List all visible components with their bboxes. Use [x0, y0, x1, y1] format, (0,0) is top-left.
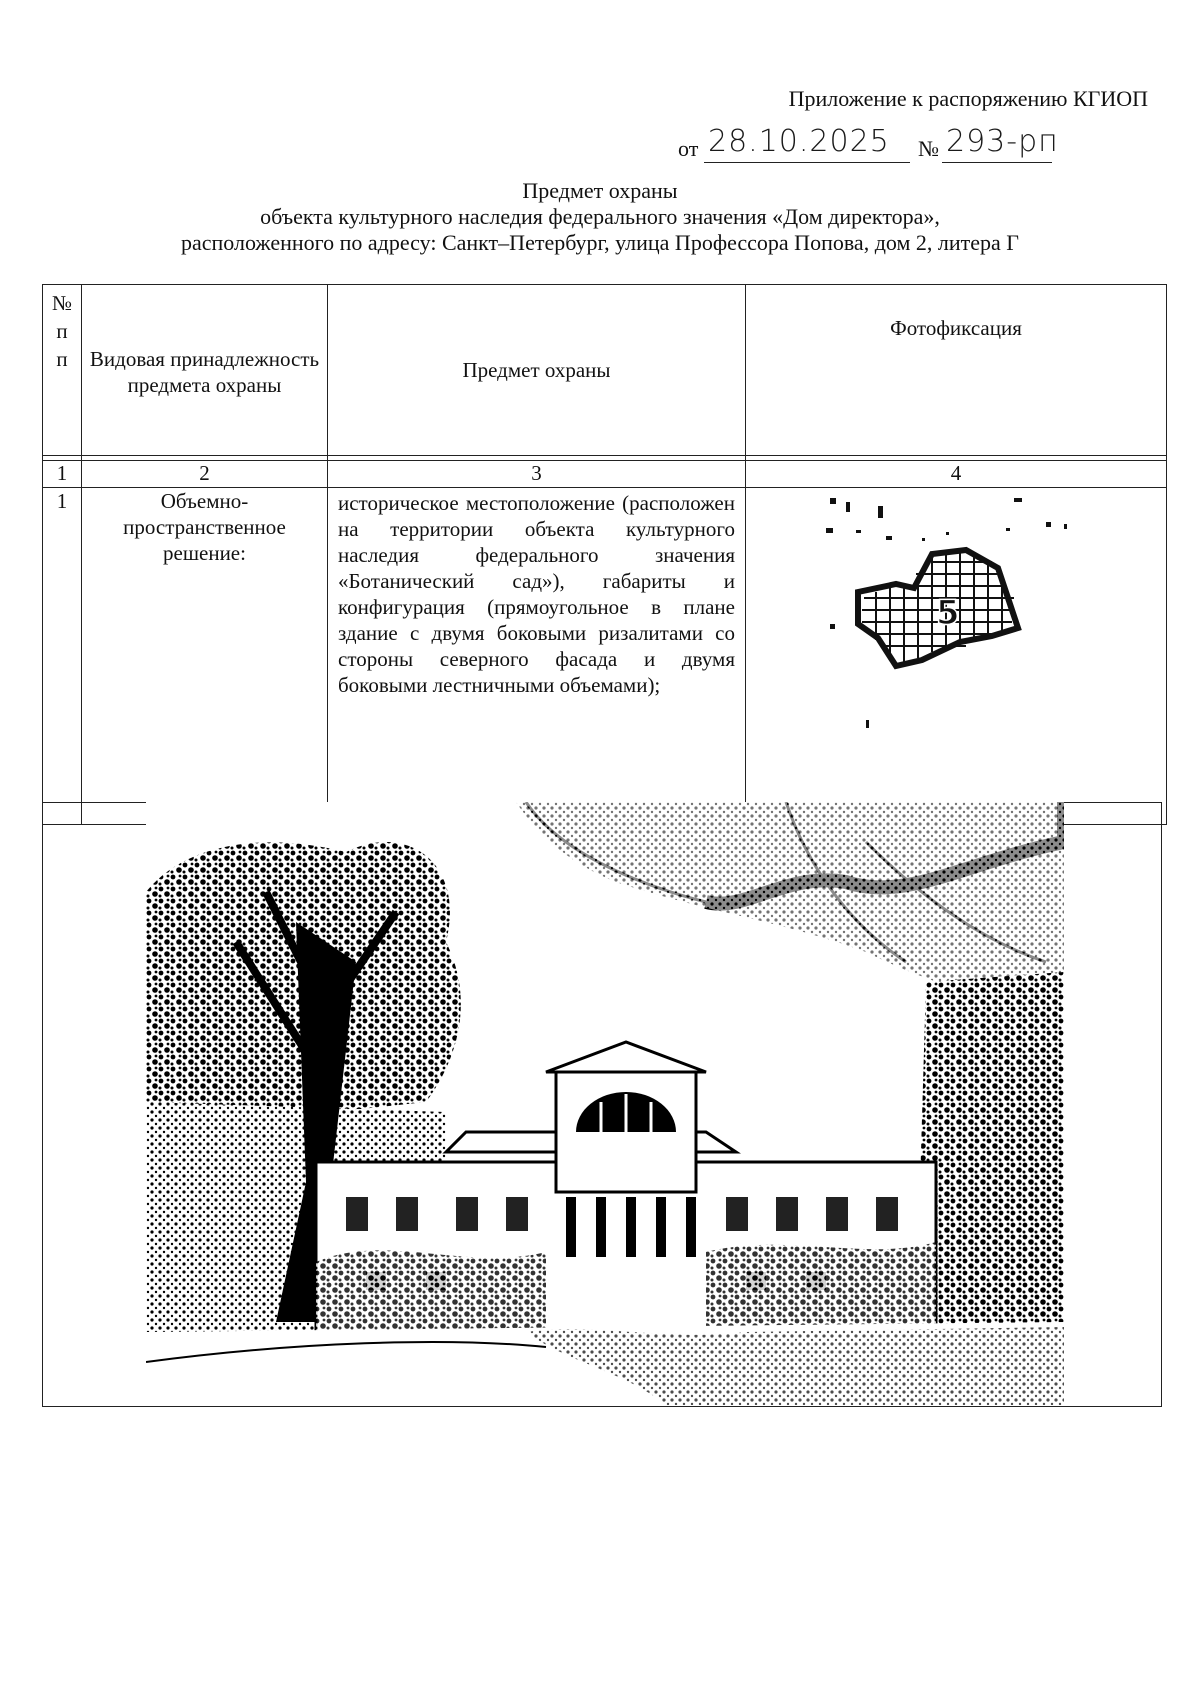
row-map-cell	[746, 488, 1167, 825]
protection-subject-table	[42, 284, 1167, 825]
order-date-underline	[704, 162, 910, 163]
document-title	[60, 178, 1140, 256]
header-photo: Фотофиксация	[746, 285, 1167, 456]
table-header-row	[43, 285, 1167, 456]
table-row	[43, 488, 1167, 825]
column-number-row	[43, 461, 1167, 488]
order-number-underline	[942, 162, 1052, 163]
order-date: 28.10.2025	[708, 124, 890, 159]
row-type: Объемно-пространственное решение:	[82, 488, 328, 825]
building-photo	[146, 802, 1064, 1405]
annex-heading: Приложение к распоряжению КГИОП	[788, 86, 1148, 111]
title-line-1: Предмет охраны	[522, 178, 678, 203]
order-number-label: №	[918, 136, 939, 161]
column-number: 3	[328, 461, 746, 488]
order-number: 293-рп	[946, 124, 1059, 159]
site-plan-label: 5	[936, 593, 960, 633]
row-number: 1	[43, 488, 82, 825]
header-type: Видовая принадлежность предмета охраны	[82, 285, 328, 456]
column-number: 2	[82, 461, 328, 488]
title-line-2: объекта культурного наследия федерального значения «Дом директора»,	[260, 204, 940, 229]
header-subject: Предмет охраны	[328, 285, 746, 456]
column-number: 1	[43, 461, 82, 488]
site-plan-map	[746, 488, 1166, 728]
order-reference	[600, 124, 1148, 168]
order-from-label: от	[678, 136, 699, 161]
column-number: 4	[746, 461, 1167, 488]
title-line-3: расположенного по адресу: Санкт–Петербург, улица Профессора Попова, дом 2, литера Г	[180, 230, 1020, 255]
header-number: № п п	[43, 285, 82, 456]
row-subject: историческое местоположение (расположен на территории объекта культурного наследия федерального значения «Ботанический сад»), габариты и конфигурация (прямоугольное в плане здание с двумя боковыми ризалитами со стороны северного фасада и двумя боковыми лестничными объемами);	[328, 488, 746, 825]
